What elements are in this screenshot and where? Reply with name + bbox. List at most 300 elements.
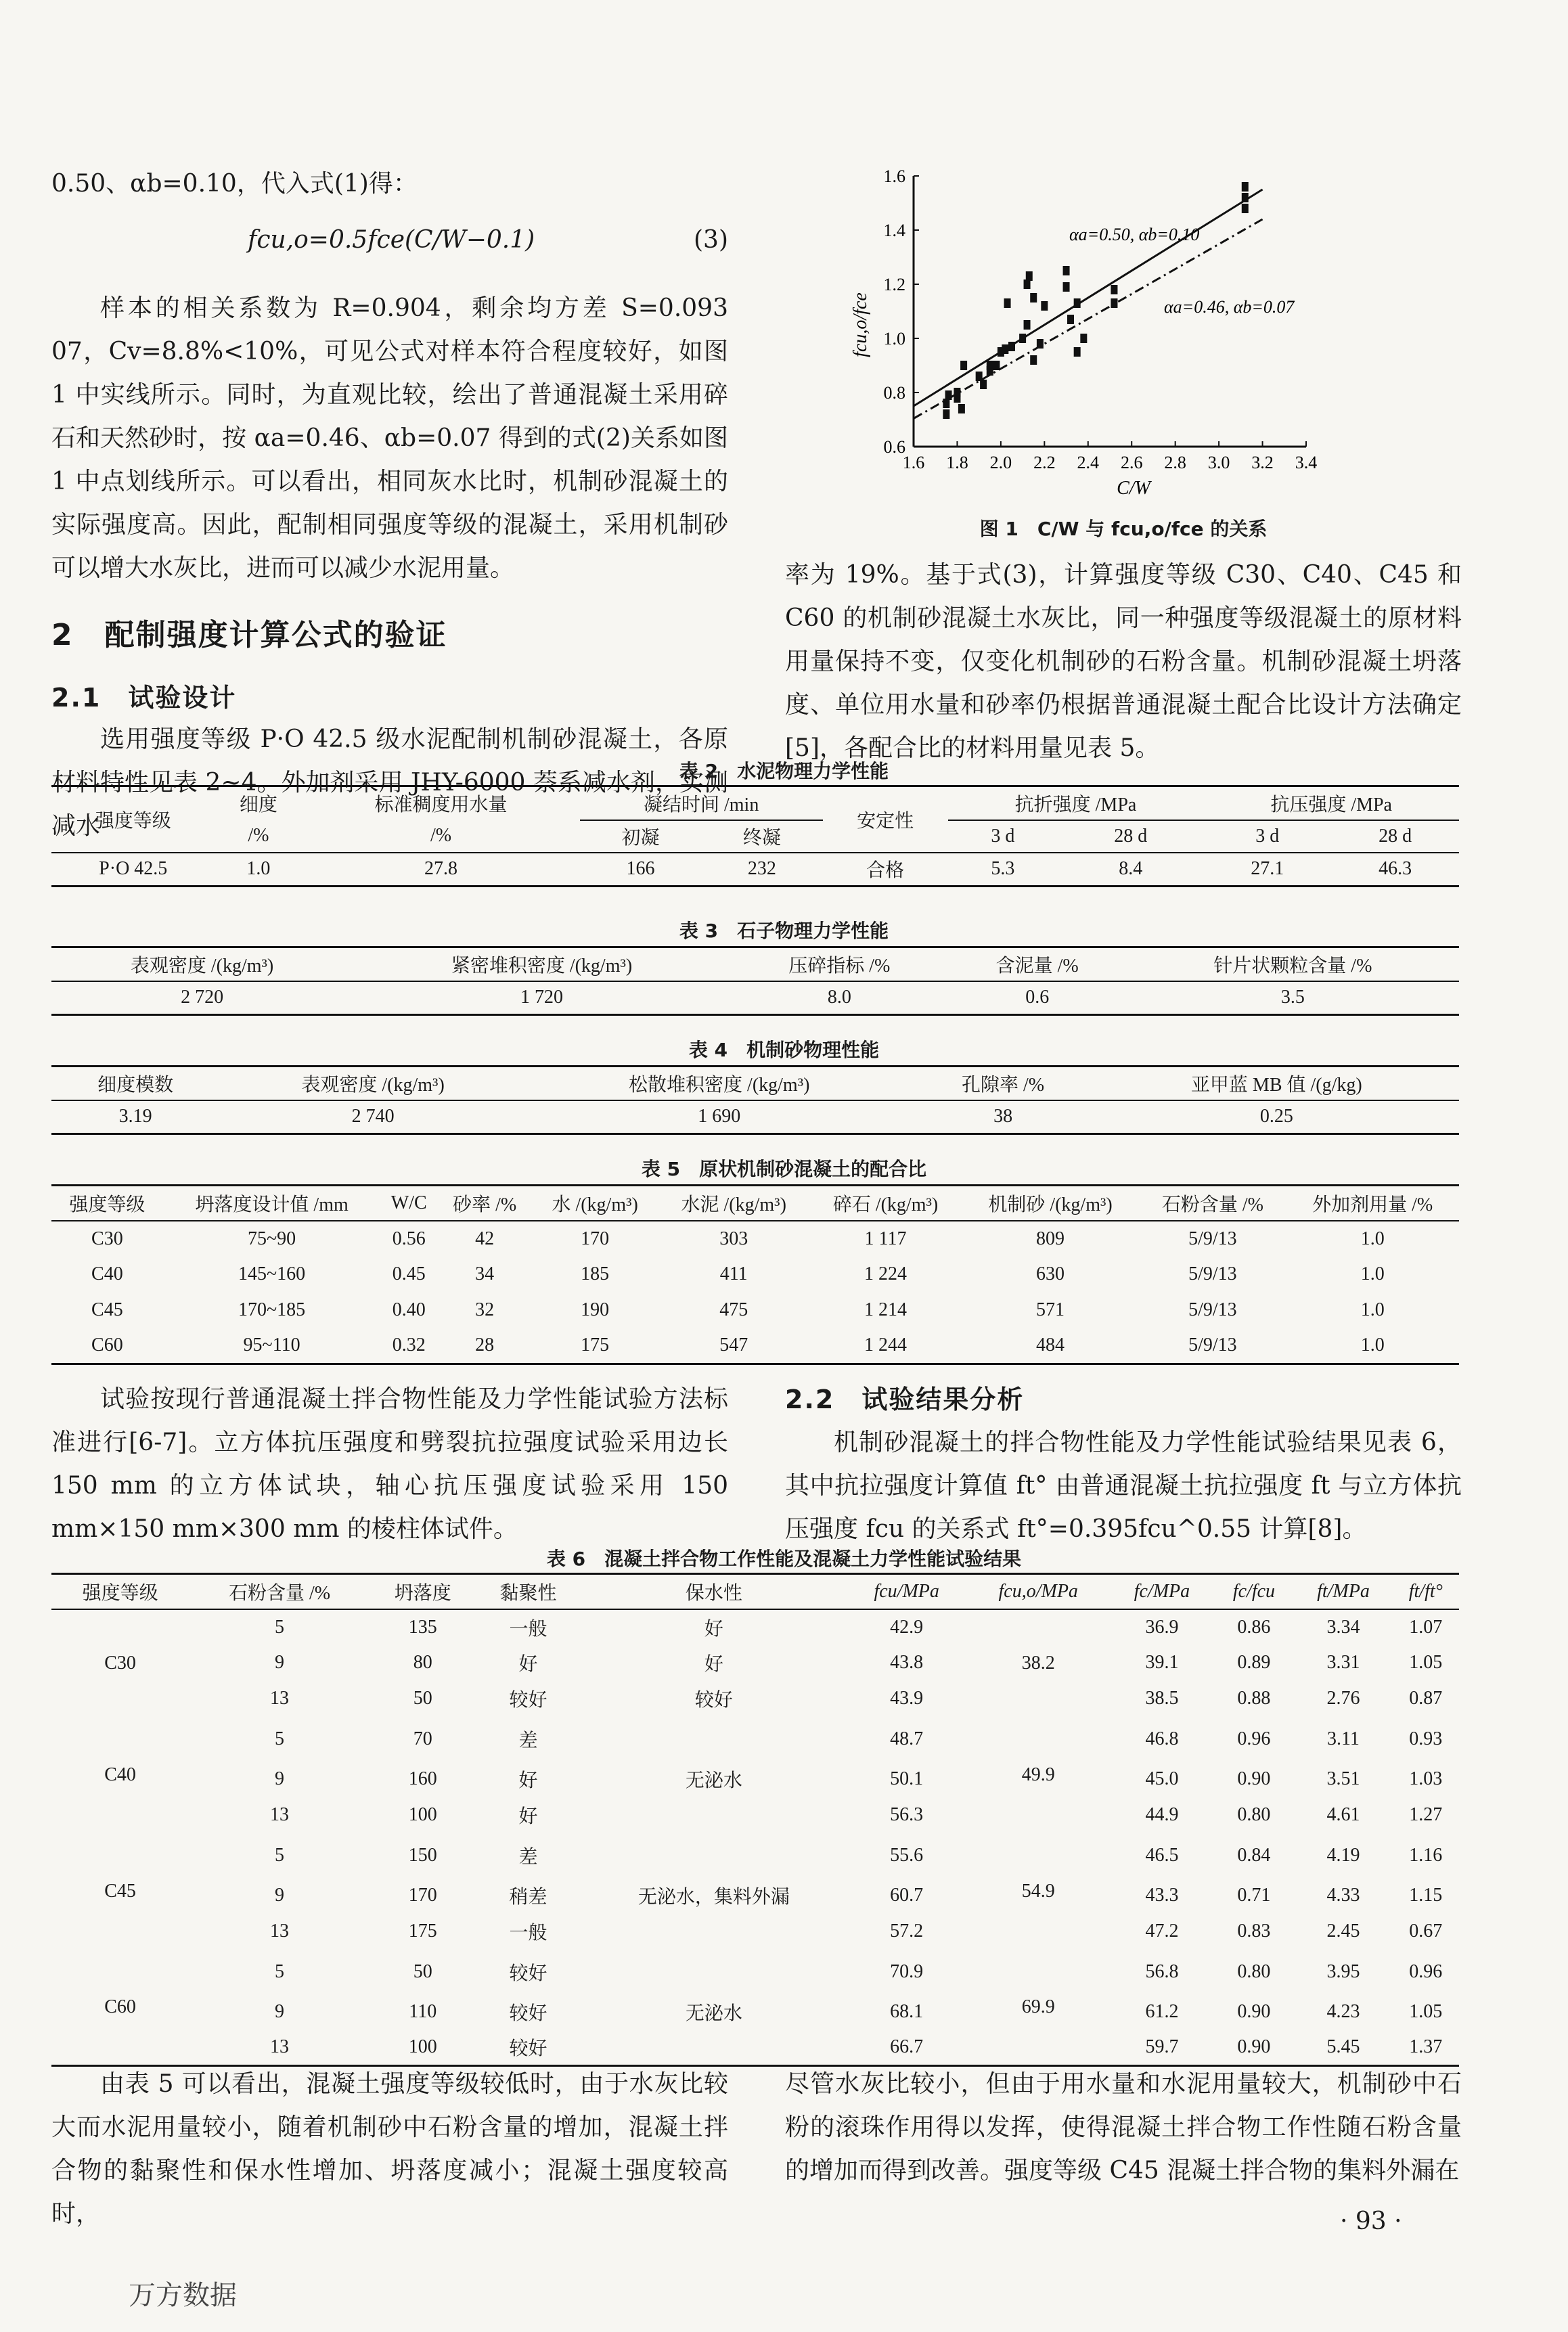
y-tick-label: 1.0 bbox=[883, 329, 905, 349]
x-tick-label: 1.8 bbox=[946, 453, 968, 472]
table-header: 表观密度 /(kg/m³) bbox=[301, 1074, 445, 1096]
table-cell: 60.7 bbox=[890, 1885, 924, 1906]
x-tick-label: 3.2 bbox=[1251, 453, 1274, 472]
table-cell: 1 224 bbox=[864, 1263, 907, 1284]
table-cell: 28 bbox=[475, 1335, 495, 1356]
table-cell: 170 bbox=[581, 1228, 610, 1249]
table-header: 凝结时间 /min bbox=[580, 786, 823, 820]
table-cell: 0.40 bbox=[392, 1299, 426, 1320]
table-cell: 630 bbox=[1036, 1263, 1065, 1284]
table-cell: 0.71 bbox=[1237, 1885, 1271, 1906]
table-cell: 170~185 bbox=[238, 1299, 306, 1320]
table-header: fcu,o/MPa bbox=[998, 1580, 1078, 1602]
chart-svg bbox=[839, 156, 1408, 535]
table-cell: 1.27 bbox=[1409, 1804, 1443, 1825]
x-tick-label: 3.0 bbox=[1207, 453, 1230, 472]
table-cell: 1.0 bbox=[1360, 1335, 1385, 1356]
table-cell: 1.0 bbox=[1360, 1263, 1385, 1284]
data-point bbox=[1004, 298, 1011, 308]
table-cell: C45 bbox=[91, 1299, 123, 1320]
table-cell: 合格 bbox=[866, 860, 905, 882]
equation-number: (3) bbox=[694, 226, 728, 254]
table-cell: 175 bbox=[581, 1335, 610, 1356]
table-cell: 39.1 bbox=[1145, 1652, 1179, 1673]
table-header: 机制砂 /(kg/m³) bbox=[988, 1194, 1113, 1215]
table-cell bbox=[581, 1914, 847, 1950]
annotation-dashdot: αa=0.46, αb=0.07 bbox=[1164, 297, 1295, 317]
data-point bbox=[945, 390, 952, 400]
table-cell: 3.51 bbox=[1326, 1768, 1360, 1789]
data-point bbox=[1026, 271, 1033, 281]
table-cell: 145~160 bbox=[238, 1263, 306, 1284]
table-cell: 0.80 bbox=[1237, 1960, 1271, 1982]
table-cell: 1.15 bbox=[1409, 1885, 1443, 1906]
table-cell: 较好 bbox=[694, 1690, 733, 1711]
table-cell: 一般 bbox=[509, 1923, 547, 1944]
table-cell: 1.05 bbox=[1409, 1652, 1443, 1673]
right-column-mid bbox=[785, 1378, 1462, 1551]
table-cell: 3.11 bbox=[1326, 1728, 1360, 1749]
data-point bbox=[987, 361, 993, 370]
table-header: 坍落度 bbox=[394, 1582, 451, 1604]
table-cell: 160 bbox=[408, 1768, 437, 1789]
y-tick-label: 0.6 bbox=[883, 437, 905, 457]
x-tick-label: 2.8 bbox=[1164, 453, 1186, 472]
x-tick-label: 1.6 bbox=[902, 453, 925, 472]
table-cell: 70.9 bbox=[890, 1960, 924, 1982]
table-cell: 49.9 bbox=[1021, 1764, 1055, 1785]
table-cell: 100 bbox=[408, 2036, 437, 2058]
table-cell: 1 244 bbox=[864, 1335, 907, 1356]
table-cell: 1.37 bbox=[1409, 2036, 1443, 2058]
table-cell: 56.8 bbox=[1145, 1960, 1179, 1982]
table-2-caption: 表 2 水泥物理力学性能 bbox=[679, 760, 889, 782]
data-point bbox=[960, 361, 967, 370]
table-cell bbox=[581, 1950, 847, 1994]
table-cell: 68.1 bbox=[890, 2001, 924, 2022]
table-2 bbox=[51, 785, 1459, 887]
table-cell: 2 740 bbox=[351, 1106, 395, 1127]
table-header: 外加剂用量 /% bbox=[1312, 1194, 1433, 1215]
data-point bbox=[1074, 298, 1081, 308]
table-cell: 47.2 bbox=[1145, 1921, 1179, 1942]
table-header: 孔隙率 /% bbox=[962, 1074, 1045, 1096]
table-header: fc/MPa bbox=[1134, 1580, 1190, 1602]
table-3 bbox=[51, 946, 1459, 1016]
table-cell: 0.6 bbox=[1025, 987, 1050, 1008]
table-cell: 0.87 bbox=[1409, 1688, 1443, 1709]
table-cell: 38.5 bbox=[1145, 1688, 1179, 1709]
figure-1 bbox=[839, 156, 1408, 562]
table-cell: 34 bbox=[475, 1263, 495, 1284]
table-cell: 3.5 bbox=[1280, 987, 1305, 1008]
table-header: 石粉含量 /% bbox=[1161, 1194, 1263, 1215]
table-cell: 54.9 bbox=[1021, 1880, 1055, 1902]
table-cell: 66.7 bbox=[890, 2036, 924, 2058]
table-header: ft/ft° bbox=[1408, 1580, 1443, 1602]
table-cell: 59.7 bbox=[1145, 2036, 1179, 2058]
table-cell: 110 bbox=[409, 2001, 437, 2022]
table-header: 抗压强度 /MPa bbox=[1203, 786, 1459, 820]
table-cell: 303 bbox=[719, 1228, 748, 1249]
table-cell: 5/9/13 bbox=[1188, 1228, 1237, 1249]
table-cell: 0.83 bbox=[1237, 1921, 1271, 1942]
table-cell bbox=[581, 2030, 847, 2066]
table-cell: 185 bbox=[581, 1263, 610, 1284]
table-cell: 4.19 bbox=[1326, 1844, 1360, 1866]
table-cell: 175 bbox=[408, 1921, 437, 1942]
data-point bbox=[1111, 298, 1117, 308]
table-cell: 2.45 bbox=[1326, 1921, 1360, 1942]
table-cell: 好 bbox=[518, 1654, 538, 1675]
text-paragraph: 尽管水灰比较小，但由于用水量和水泥用量较大，机制砂中石粉的滚珠作用得以发挥，使得混凝土拌合物工作性随石粉含量的增加而得到改善。强度等级 C45 混凝土拌合物的集料外漏在 bbox=[785, 2070, 1462, 2184]
table-cell: 0.84 bbox=[1237, 1844, 1271, 1866]
table-6 bbox=[51, 1573, 1459, 2067]
table-header: 水泥 /(kg/m³) bbox=[681, 1194, 786, 1215]
data-point bbox=[1063, 266, 1070, 275]
table-cell: 好 bbox=[518, 1770, 538, 1791]
data-point bbox=[976, 372, 983, 381]
table-cell bbox=[581, 1833, 847, 1878]
table-header: 松散堆积密度 /(kg/m³) bbox=[629, 1074, 810, 1096]
table-cell: 9 bbox=[275, 1652, 285, 1673]
table-cell: 0.90 bbox=[1237, 2001, 1271, 2022]
table-header: 细度模数 bbox=[97, 1074, 174, 1096]
data-point bbox=[1030, 293, 1037, 302]
table-header: 表观密度 /(kg/m³) bbox=[130, 955, 274, 977]
text-paragraph: 0.50、αb=0.10，代入式(1)得： bbox=[51, 170, 418, 198]
figure-caption: 图 1 C/W 与 fcu,o/fce 的关系 bbox=[979, 518, 1268, 540]
table-cell: 1 690 bbox=[698, 1106, 741, 1127]
table-cell: 无泌水，集料外漏 bbox=[637, 1887, 790, 1908]
table-cell: 0.25 bbox=[1259, 1106, 1293, 1127]
table-cell: 9 bbox=[275, 1885, 285, 1906]
table-cell: 55.6 bbox=[890, 1844, 924, 1866]
data-point bbox=[1242, 193, 1249, 202]
table-cell: 484 bbox=[1036, 1335, 1065, 1356]
table-cell: 48.7 bbox=[890, 1728, 924, 1749]
table-cell: 8.4 bbox=[1119, 858, 1143, 880]
table-cell: 0.86 bbox=[1237, 1616, 1271, 1638]
table-cell: 80 bbox=[413, 1652, 432, 1673]
data-point bbox=[993, 361, 1000, 370]
x-tick-label: 2.6 bbox=[1120, 453, 1143, 472]
data-point bbox=[1242, 182, 1249, 192]
table-cell: 1.16 bbox=[1409, 1844, 1443, 1866]
table-cell: 0.90 bbox=[1237, 2036, 1271, 2058]
table-cell: 45.0 bbox=[1145, 1768, 1179, 1789]
table-cell: 0.96 bbox=[1237, 1728, 1271, 1749]
table-cell: 差 bbox=[518, 1846, 538, 1868]
table-cell: 3.34 bbox=[1326, 1616, 1360, 1638]
table-cell: 5/9/13 bbox=[1188, 1335, 1237, 1356]
table-cell: 5 bbox=[275, 1844, 285, 1866]
table-header: 紧密堆积密度 /(kg/m³) bbox=[451, 955, 633, 977]
table-cell: 75~90 bbox=[248, 1228, 296, 1249]
table-header: 细度 bbox=[239, 794, 277, 816]
table-cell: 547 bbox=[719, 1335, 748, 1356]
table-header: 压碎指标 /% bbox=[788, 955, 891, 977]
table-cell: 571 bbox=[1036, 1299, 1065, 1320]
data-point bbox=[1024, 320, 1031, 330]
table-cell: C60 bbox=[91, 1335, 123, 1356]
table-header: 水 /(kg/m³) bbox=[552, 1194, 638, 1215]
table-cell: 50.1 bbox=[890, 1768, 924, 1789]
table-cell: 1 214 bbox=[864, 1299, 907, 1320]
table-cell: 190 bbox=[581, 1299, 610, 1320]
table-header: 28 d bbox=[1379, 825, 1412, 847]
dashdot-fit-line bbox=[914, 219, 1263, 418]
table-cell: 43.3 bbox=[1145, 1885, 1179, 1906]
table-header: fc/fcu bbox=[1232, 1580, 1276, 1602]
table-header: 针片状颗粒含量 /% bbox=[1213, 955, 1372, 977]
table-cell: 42 bbox=[475, 1228, 495, 1249]
table-cell: 1.03 bbox=[1409, 1768, 1443, 1789]
data-point bbox=[954, 388, 960, 397]
table-cell: 13 bbox=[270, 1921, 290, 1942]
table-cell: 0.93 bbox=[1409, 1728, 1443, 1749]
data-point bbox=[1074, 347, 1081, 357]
table-cell: 3.31 bbox=[1326, 1652, 1360, 1673]
table-cell: 0.32 bbox=[392, 1335, 426, 1356]
table-cell: 5.45 bbox=[1326, 2036, 1360, 2058]
y-tick-label: 0.8 bbox=[883, 383, 905, 403]
table-cell: 4.61 bbox=[1326, 1804, 1360, 1825]
table-header: 3 d bbox=[1255, 825, 1280, 847]
table-cell: C30 bbox=[104, 1652, 136, 1674]
data-point bbox=[943, 399, 949, 408]
table-cell: 较好 bbox=[509, 1963, 547, 1984]
table-cell: 1 117 bbox=[864, 1228, 907, 1249]
table-header: 强度等级 bbox=[69, 1194, 145, 1215]
table-cell: 13 bbox=[270, 1804, 290, 1825]
table-cell: 5/9/13 bbox=[1188, 1263, 1237, 1284]
y-axis-label: fcu,o/fce bbox=[850, 292, 871, 357]
table-cell: 50 bbox=[413, 1960, 432, 1982]
x-tick-label: 2.4 bbox=[1077, 453, 1100, 472]
table-cell: 166 bbox=[626, 858, 655, 880]
table-cell: 135 bbox=[408, 1616, 437, 1638]
watermark: 万方数据 bbox=[129, 2280, 237, 2311]
table-cell: 0.80 bbox=[1237, 1804, 1271, 1825]
table-header: 强度等级 bbox=[51, 786, 215, 853]
text-paragraph: 选用强度等级 P·O 42.5 级水泥配制机制砂混凝土，各原材料特性见表 2~4。外加剂采用 JHY-6000 萘系减水剂，实测减水 bbox=[51, 725, 728, 840]
table-header: 标准稠度用水量 bbox=[374, 794, 508, 816]
data-point bbox=[1067, 315, 1074, 324]
table-header: 终凝 bbox=[742, 827, 781, 849]
x-axis-label: C/W bbox=[1117, 478, 1150, 499]
table-header: 抗折强度 /MPa bbox=[948, 786, 1204, 820]
table-cell: C40 bbox=[91, 1263, 123, 1284]
data-point bbox=[1041, 301, 1048, 311]
table-cell: 9 bbox=[275, 1768, 285, 1789]
table-cell: 3.95 bbox=[1326, 1960, 1360, 1982]
table-cell: 13 bbox=[270, 1688, 290, 1709]
table-cell: 50 bbox=[413, 1688, 432, 1709]
table-cell: 无泌水 bbox=[685, 2003, 742, 2024]
data-point bbox=[980, 380, 987, 389]
table-header: 强度等级 bbox=[82, 1582, 158, 1604]
table-cell: 8.0 bbox=[827, 987, 851, 1008]
table-cell: 38 bbox=[993, 1106, 1013, 1127]
table-cell: 1.0 bbox=[1360, 1299, 1385, 1320]
table-cell: 56.3 bbox=[890, 1804, 924, 1825]
data-point bbox=[958, 404, 965, 413]
x-tick-label: 3.4 bbox=[1295, 453, 1318, 472]
table-cell: 13 bbox=[270, 2036, 290, 2058]
table-header: 坍落度设计值 /mm bbox=[195, 1194, 349, 1215]
subsection-heading: 2.1 试验设计 bbox=[51, 683, 237, 713]
table-cell: 100 bbox=[408, 1804, 437, 1825]
table-cell: 95~110 bbox=[243, 1335, 300, 1356]
table-cell: 较好 bbox=[509, 1690, 547, 1711]
table-cell: 5.3 bbox=[991, 858, 1015, 880]
data-point bbox=[1063, 282, 1070, 292]
left-column-top bbox=[51, 162, 728, 848]
table-cell: 46.3 bbox=[1379, 858, 1412, 880]
data-point bbox=[1242, 204, 1249, 213]
right-column-bottom bbox=[785, 2063, 1462, 2193]
y-tick-label: 1.6 bbox=[883, 166, 905, 186]
table-5 bbox=[51, 1184, 1459, 1365]
data-point bbox=[1002, 344, 1008, 354]
table-cell: 69.9 bbox=[1021, 1996, 1055, 2017]
table-4-caption: 表 4 机制砂物理性能 bbox=[688, 1039, 880, 1061]
table-3-caption: 表 3 石子物理力学性能 bbox=[679, 920, 889, 942]
table-cell: 4.23 bbox=[1326, 2001, 1360, 2022]
data-point bbox=[1030, 355, 1037, 365]
table-cell: 43.9 bbox=[890, 1688, 924, 1709]
table-cell: 150 bbox=[408, 1844, 437, 1866]
table-cell: 好 bbox=[704, 1654, 723, 1675]
table-cell: 差 bbox=[518, 1730, 538, 1751]
table-cell: 70 bbox=[413, 1728, 432, 1749]
table-cell: 170 bbox=[408, 1885, 437, 1906]
table-4 bbox=[51, 1065, 1459, 1135]
table-cell: 3.19 bbox=[118, 1106, 152, 1127]
table-cell: 好 bbox=[518, 1806, 538, 1827]
table-header: 亚甲蓝 MB 值 /(g/kg) bbox=[1190, 1074, 1362, 1096]
text-paragraph: 机制砂混凝土的拌合物性能及力学性能试验结果见表 6，其中抗拉强度计算值 ft° 由普通混凝土抗拉强度 ft 与立方体抗压强度 fcu 的关系式 ft°=0.395fcu^0.55 计算[8]。 bbox=[785, 1429, 1462, 1543]
x-tick-label: 2.2 bbox=[1033, 453, 1056, 472]
left-column-bottom bbox=[51, 2063, 728, 2236]
table-cell: 0.89 bbox=[1237, 1652, 1271, 1673]
left-column-mid bbox=[51, 1378, 728, 1551]
table-cell: 5 bbox=[275, 1728, 285, 1749]
table-cell: 较好 bbox=[509, 2003, 547, 2024]
table-header: 3 d bbox=[991, 825, 1015, 847]
table-header: 砂率 /% bbox=[453, 1194, 517, 1215]
table-header: 保水性 bbox=[685, 1582, 742, 1604]
table-cell: 稍差 bbox=[509, 1887, 547, 1908]
data-point bbox=[1111, 285, 1117, 294]
table-cell: 1 720 bbox=[520, 987, 564, 1008]
table-cell: 61.2 bbox=[1145, 2001, 1179, 2022]
table-header: 碎石 /(kg/m³) bbox=[832, 1194, 939, 1215]
table-cell: 1.0 bbox=[1360, 1228, 1385, 1249]
table-cell bbox=[581, 1797, 847, 1833]
table-cell: 38.2 bbox=[1021, 1652, 1055, 1674]
table-cell: 较好 bbox=[509, 2038, 547, 2060]
table-cell: 1.0 bbox=[246, 858, 271, 880]
table-cell: 57.2 bbox=[890, 1921, 924, 1942]
table-header: ft/MPa bbox=[1317, 1580, 1370, 1602]
table-cell: C60 bbox=[104, 1996, 136, 2017]
annotation-solid: αa=0.50, αb=0.10 bbox=[1069, 225, 1200, 244]
text-paragraph: 样本的相关系数为 R=0.904，剩余均方差 S=0.093 07，Cv=8.8%<10%，可见公式对样本符合程度较好，如图 1 中实线所示。同时，为直观比较，绘出了普通混凝土采用碎石和天然砂时，按 αa=0.46、αb=0.07 得到的式(2)关系如图 1 中点划线所示。可以看出，相同灰水比时，机制砂混凝土的实际强度高。因此，配制相同强度等级的混凝土，采用机制砂可以增大水灰比，进而可以减少水泥用量。 bbox=[51, 294, 728, 582]
table-cell: 27.1 bbox=[1251, 858, 1284, 880]
subsection-heading: 2.2 试验结果分析 bbox=[785, 1385, 1025, 1414]
table-cell: 46.8 bbox=[1145, 1728, 1179, 1749]
section-heading: 2 配制强度计算公式的验证 bbox=[51, 618, 447, 652]
data-point bbox=[1037, 339, 1044, 349]
table-cell: C40 bbox=[104, 1764, 136, 1785]
table-cell: 一般 bbox=[509, 1618, 547, 1640]
table-cell: 27.8 bbox=[424, 858, 457, 880]
table-header: 安定性 bbox=[823, 786, 948, 853]
table-cell: 5 bbox=[275, 1616, 285, 1638]
table-6-caption: 表 6 混凝土拌合物工作性能及混凝土力学性能试验结果 bbox=[546, 1548, 1022, 1570]
table-cell: 0.67 bbox=[1409, 1921, 1443, 1942]
table-cell: 475 bbox=[719, 1299, 748, 1320]
text-paragraph: 率为 19%。基于式(3)，计算强度等级 C30、C40、C45 和 C60 的机制砂混凝土水灰比，同一种强度等级混凝土的原材料用量保持不变，仅变化机制砂的石粉含量。机制砂混凝土坍落度、单位用水量和砂率仍根据普通混凝土配合比设计方法确定[5]，各配合比的材料用量见表 5。 bbox=[785, 561, 1462, 762]
right-column-top bbox=[785, 554, 1462, 770]
y-tick-label: 1.4 bbox=[883, 221, 905, 240]
table-cell: 44.9 bbox=[1145, 1804, 1179, 1825]
data-point bbox=[1024, 279, 1031, 289]
data-point bbox=[1008, 342, 1015, 351]
table-cell: 无泌水 bbox=[685, 1770, 742, 1791]
table-cell: 36.9 bbox=[1145, 1616, 1179, 1638]
table-header: 初凝 bbox=[621, 827, 660, 849]
table-cell: 411 bbox=[719, 1263, 748, 1284]
table-cell: 2 720 bbox=[181, 987, 224, 1008]
equation-3 bbox=[51, 206, 728, 287]
table-cell: 43.8 bbox=[890, 1652, 924, 1673]
table-cell: 32 bbox=[475, 1299, 495, 1320]
table-cell: 46.5 bbox=[1145, 1844, 1179, 1866]
table-cell: 2.76 bbox=[1326, 1688, 1360, 1709]
table-cell: 0.45 bbox=[392, 1263, 426, 1284]
table-cell: 5/9/13 bbox=[1188, 1299, 1237, 1320]
table-cell: 0.96 bbox=[1409, 1960, 1443, 1982]
y-tick-label: 1.2 bbox=[883, 275, 905, 294]
table-cell: 1.05 bbox=[1409, 2001, 1443, 2022]
table-cell: 9 bbox=[275, 2001, 285, 2022]
table-cell: 42.9 bbox=[890, 1616, 924, 1638]
table-cell: 1.07 bbox=[1409, 1616, 1443, 1638]
table-header: /% bbox=[248, 825, 269, 846]
table-5-caption: 表 5 原状机制砂混凝土的配合比 bbox=[641, 1158, 927, 1180]
table-cell: 0.56 bbox=[392, 1228, 426, 1249]
table-header: W/C bbox=[390, 1192, 427, 1213]
table-cell: 好 bbox=[704, 1618, 723, 1640]
table-cell: 0.88 bbox=[1237, 1688, 1271, 1709]
table-cell: 4.33 bbox=[1326, 1885, 1360, 1906]
data-point bbox=[1019, 334, 1026, 343]
table-header: 含泥量 /% bbox=[995, 955, 1079, 977]
table-cell: 5 bbox=[275, 1960, 285, 1982]
data-point bbox=[943, 409, 949, 419]
table-cell: C45 bbox=[104, 1880, 136, 1902]
data-point bbox=[1080, 334, 1087, 343]
table-header: fcu/MPa bbox=[874, 1580, 939, 1602]
table-cell: 0.90 bbox=[1237, 1768, 1271, 1789]
table-header: 石粉含量 /% bbox=[228, 1582, 331, 1604]
table-header: 28 d bbox=[1114, 825, 1148, 847]
table-header: /% bbox=[430, 825, 452, 846]
table-cell: P·O 42.5 bbox=[99, 858, 168, 880]
